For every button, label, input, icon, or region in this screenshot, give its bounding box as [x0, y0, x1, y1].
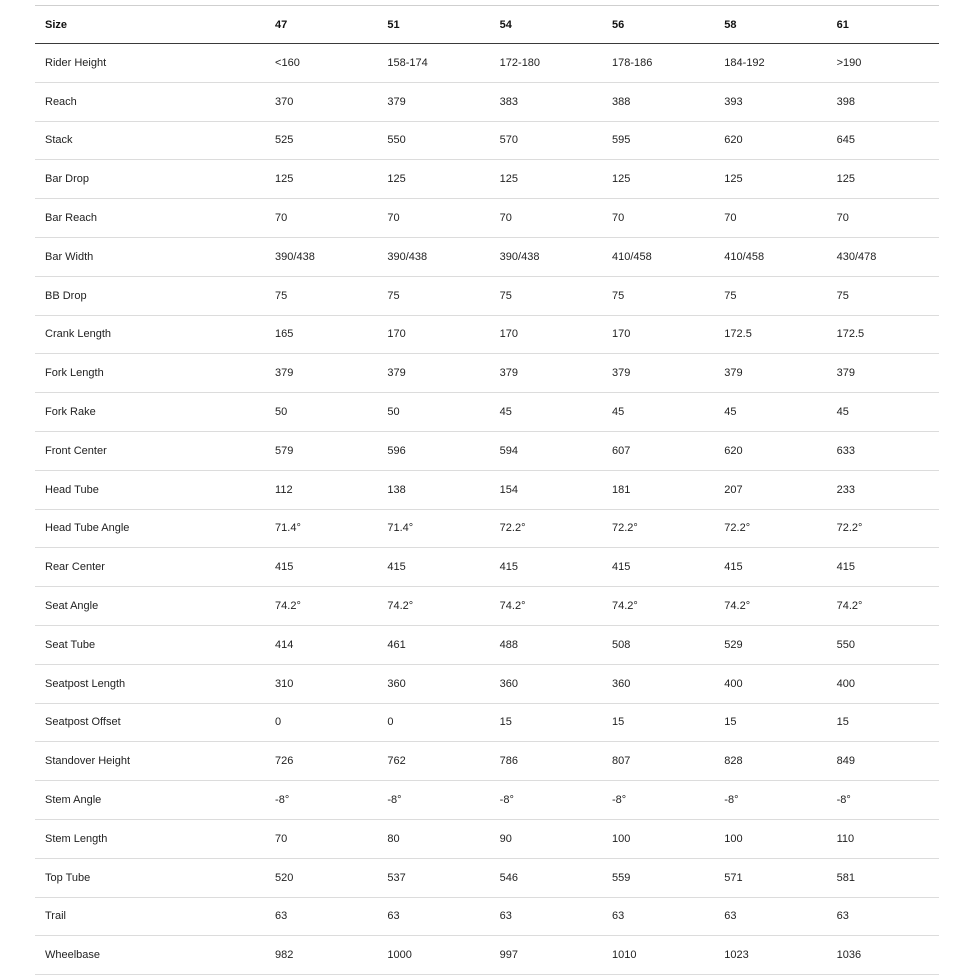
row-label: Front Center — [45, 444, 107, 457]
table-cell: 63 — [611, 910, 625, 923]
table-cell: 15 — [499, 716, 512, 729]
table-cell: 379 — [836, 367, 855, 380]
table-row — [35, 548, 939, 587]
table-cell: 50 — [387, 406, 400, 419]
geometry-table-body — [35, 44, 939, 975]
table-row — [35, 819, 939, 858]
table-row — [35, 431, 939, 470]
table-cell: 45 — [611, 406, 625, 419]
table-row — [35, 509, 939, 548]
row-label: BB Drop — [45, 289, 87, 302]
row-label: Head Tube — [45, 483, 99, 496]
row-label: Rear Center — [45, 561, 105, 574]
row-label: Seat Tube — [45, 638, 96, 651]
table-cell: 645 — [836, 134, 855, 147]
table-cell: 415 — [499, 561, 519, 574]
table-cell: 596 — [387, 444, 406, 457]
table-cell: 360 — [387, 677, 406, 690]
table-row — [35, 664, 939, 703]
table-cell: 72.2° — [836, 522, 863, 535]
table-cell: 70 — [499, 212, 512, 225]
table-cell: 45 — [499, 406, 512, 419]
table-cell: 70 — [724, 212, 737, 225]
table-cell: 726 — [275, 755, 294, 768]
table-cell: 633 — [836, 444, 855, 457]
table-cell: 383 — [499, 95, 519, 108]
table-cell: 415 — [275, 561, 294, 574]
table-cell: 80 — [387, 832, 400, 845]
table-cell: -8° — [836, 794, 851, 807]
size-header-61: 61 — [836, 18, 849, 31]
table-row — [35, 742, 939, 781]
table-cell: 70 — [836, 212, 849, 225]
table-row — [35, 470, 939, 509]
table-cell: -8° — [724, 794, 739, 807]
table-cell: 390/438 — [499, 250, 540, 263]
table-cell: 165 — [275, 328, 294, 341]
row-label: Reach — [45, 95, 77, 108]
table-cell: 170 — [499, 328, 519, 341]
table-row — [35, 315, 939, 354]
table-cell: 72.2° — [499, 522, 526, 535]
table-cell: 45 — [724, 406, 737, 419]
table-row — [35, 858, 939, 897]
table-cell: 410/458 — [611, 250, 652, 263]
table-cell: 579 — [275, 444, 294, 457]
table-cell: 63 — [499, 910, 512, 923]
size-header-51: 51 — [387, 18, 400, 31]
table-cell: 430/478 — [836, 250, 877, 263]
table-cell: 74.2° — [611, 600, 638, 613]
table-cell: 0 — [387, 716, 394, 729]
table-cell: 310 — [275, 677, 294, 690]
table-cell: 550 — [387, 134, 406, 147]
table-cell: 849 — [836, 755, 855, 768]
table-cell: 620 — [724, 134, 743, 147]
table-cell: 181 — [611, 483, 631, 496]
table-cell: 415 — [724, 561, 743, 574]
row-label: Wheelbase — [45, 949, 101, 962]
row-label: Seatpost Length — [45, 677, 126, 690]
table-cell: 178-186 — [611, 56, 653, 69]
size-header-56: 56 — [611, 18, 625, 31]
row-label: Stem Length — [45, 832, 108, 845]
table-cell: 70 — [275, 212, 288, 225]
table-cell: 74.2° — [836, 600, 863, 613]
table-cell: 125 — [499, 173, 519, 186]
table-row — [35, 781, 939, 820]
geometry-table — [35, 5, 939, 975]
table-row — [35, 44, 939, 83]
row-label: Crank Length — [45, 328, 112, 341]
table-cell: 390/438 — [275, 250, 315, 263]
table-cell: 828 — [724, 755, 743, 768]
table-cell: 762 — [387, 755, 406, 768]
table-cell: 74.2° — [387, 600, 414, 613]
table-cell: 1023 — [724, 949, 749, 962]
row-label: Top Tube — [45, 871, 91, 884]
table-row — [35, 897, 939, 936]
table-cell: 360 — [611, 677, 631, 690]
table-cell: 595 — [611, 134, 631, 147]
row-label: Rider Height — [45, 56, 107, 69]
row-label: Stem Angle — [45, 794, 102, 807]
table-cell: 15 — [724, 716, 737, 729]
table-cell: 207 — [724, 483, 743, 496]
row-label: Standover Height — [45, 755, 130, 768]
table-cell: 90 — [499, 832, 512, 845]
row-label: Trail — [45, 910, 66, 923]
table-row — [35, 625, 939, 664]
row-label: Head Tube Angle — [45, 522, 130, 535]
table-cell: 184-192 — [724, 56, 765, 69]
table-cell: 488 — [499, 638, 519, 651]
table-cell: 158-174 — [387, 56, 428, 69]
table-cell: 410/458 — [724, 250, 765, 263]
row-label: Bar Width — [45, 250, 94, 263]
table-cell: 50 — [275, 406, 288, 419]
table-cell: 110 — [836, 832, 855, 845]
size-header-47: 47 — [275, 18, 288, 31]
table-cell: 71.4° — [387, 522, 414, 535]
row-label: Bar Reach — [45, 212, 97, 225]
table-cell: 75 — [611, 289, 625, 302]
table-cell: 63 — [724, 910, 737, 923]
table-cell: 525 — [275, 134, 294, 147]
table-cell: 125 — [275, 173, 294, 186]
table-cell: 388 — [611, 95, 631, 108]
table-cell: 71.4° — [275, 522, 301, 535]
table-row — [35, 936, 939, 975]
table-cell: 45 — [836, 406, 849, 419]
table-cell: 172.5 — [836, 328, 865, 341]
table-cell: 550 — [836, 638, 855, 651]
table-cell: 63 — [275, 910, 288, 923]
row-label: Bar Drop — [45, 173, 90, 186]
table-row — [35, 276, 939, 315]
table-cell: 594 — [499, 444, 519, 457]
table-cell: 559 — [611, 871, 631, 884]
table-cell: 125 — [611, 173, 631, 186]
table-cell: 75 — [275, 289, 288, 302]
table-cell: 379 — [499, 367, 519, 380]
table-cell: 571 — [724, 871, 743, 884]
table-cell: 400 — [724, 677, 743, 690]
table-cell: 1010 — [611, 949, 637, 962]
table-cell: 70 — [275, 832, 288, 845]
row-label: Fork Length — [45, 367, 104, 380]
table-cell: 379 — [611, 367, 631, 380]
table-cell: <160 — [275, 56, 300, 69]
table-cell: -8° — [275, 794, 290, 807]
row-label: Seatpost Offset — [45, 716, 121, 729]
table-cell: 233 — [836, 483, 855, 496]
table-cell: 360 — [499, 677, 519, 690]
table-cell: 170 — [611, 328, 631, 341]
table-cell: 607 — [611, 444, 631, 457]
table-cell: -8° — [387, 794, 402, 807]
table-cell: 75 — [499, 289, 512, 302]
table-cell: 74.2° — [724, 600, 751, 613]
table-cell: 72.2° — [724, 522, 751, 535]
table-cell: 100 — [611, 832, 631, 845]
table-cell: 125 — [724, 173, 743, 186]
table-cell: 15 — [611, 716, 625, 729]
table-cell: 125 — [387, 173, 406, 186]
table-cell: 0 — [275, 716, 282, 729]
table-row — [35, 121, 939, 160]
row-label: Stack — [45, 134, 73, 147]
table-row — [35, 703, 939, 742]
table-cell: 390/438 — [387, 250, 428, 263]
table-row — [35, 199, 939, 238]
table-cell: 807 — [611, 755, 631, 768]
table-cell: 508 — [611, 638, 631, 651]
table-cell: 398 — [836, 95, 855, 108]
size-header-54: 54 — [499, 18, 512, 31]
table-cell: 415 — [387, 561, 406, 574]
table-cell: 581 — [836, 871, 855, 884]
table-row — [35, 237, 939, 276]
table-cell: >190 — [836, 56, 862, 69]
table-row — [35, 82, 939, 121]
table-cell: -8° — [499, 794, 514, 807]
table-cell: 70 — [611, 212, 625, 225]
table-cell: 379 — [275, 367, 294, 380]
table-cell: 379 — [387, 95, 406, 108]
table-cell: 154 — [499, 483, 519, 496]
table-cell: 415 — [836, 561, 855, 574]
table-cell: 74.2° — [499, 600, 526, 613]
table-cell: 1036 — [836, 949, 862, 962]
table-cell: 370 — [275, 95, 294, 108]
table-row — [35, 587, 939, 626]
table-cell: 415 — [611, 561, 631, 574]
table-cell: 63 — [836, 910, 849, 923]
table-cell: 529 — [724, 638, 743, 651]
table-cell: 100 — [724, 832, 743, 845]
table-cell: 379 — [724, 367, 743, 380]
table-cell: 400 — [836, 677, 855, 690]
table-cell: 63 — [387, 910, 400, 923]
table-cell: 982 — [275, 949, 294, 962]
table-cell: 393 — [724, 95, 743, 108]
table-row — [35, 393, 939, 432]
row-label: Fork Rake — [45, 406, 96, 419]
table-cell: 75 — [724, 289, 737, 302]
table-cell: 170 — [387, 328, 406, 341]
size-header-label: Size — [45, 18, 68, 31]
row-label: Seat Angle — [45, 600, 99, 613]
header-row — [35, 6, 939, 44]
table-row — [35, 160, 939, 199]
table-cell: 570 — [499, 134, 519, 147]
table-cell: 125 — [836, 173, 855, 186]
table-cell: 172-180 — [499, 56, 541, 69]
table-cell: 75 — [836, 289, 849, 302]
table-cell: 997 — [499, 949, 519, 962]
table-cell: 620 — [724, 444, 743, 457]
table-cell: 172.5 — [724, 328, 752, 341]
table-cell: 520 — [275, 871, 294, 884]
table-cell: 112 — [275, 483, 293, 496]
table-cell: 72.2° — [611, 522, 638, 535]
table-cell: 75 — [387, 289, 400, 302]
table-cell: 786 — [499, 755, 519, 768]
table-cell: 15 — [836, 716, 849, 729]
table-cell: 414 — [275, 638, 294, 651]
table-cell: -8° — [611, 794, 627, 807]
table-cell: 74.2° — [275, 600, 301, 613]
table-cell: 138 — [387, 483, 406, 496]
table-cell: 379 — [387, 367, 406, 380]
table-cell: 537 — [387, 871, 406, 884]
size-header-58: 58 — [724, 18, 737, 31]
geometry-table-header — [35, 6, 939, 44]
table-cell: 546 — [499, 871, 519, 884]
table-cell: 461 — [387, 638, 406, 651]
table-cell: 1000 — [387, 949, 412, 962]
table-cell: 70 — [387, 212, 400, 225]
table-row — [35, 354, 939, 393]
